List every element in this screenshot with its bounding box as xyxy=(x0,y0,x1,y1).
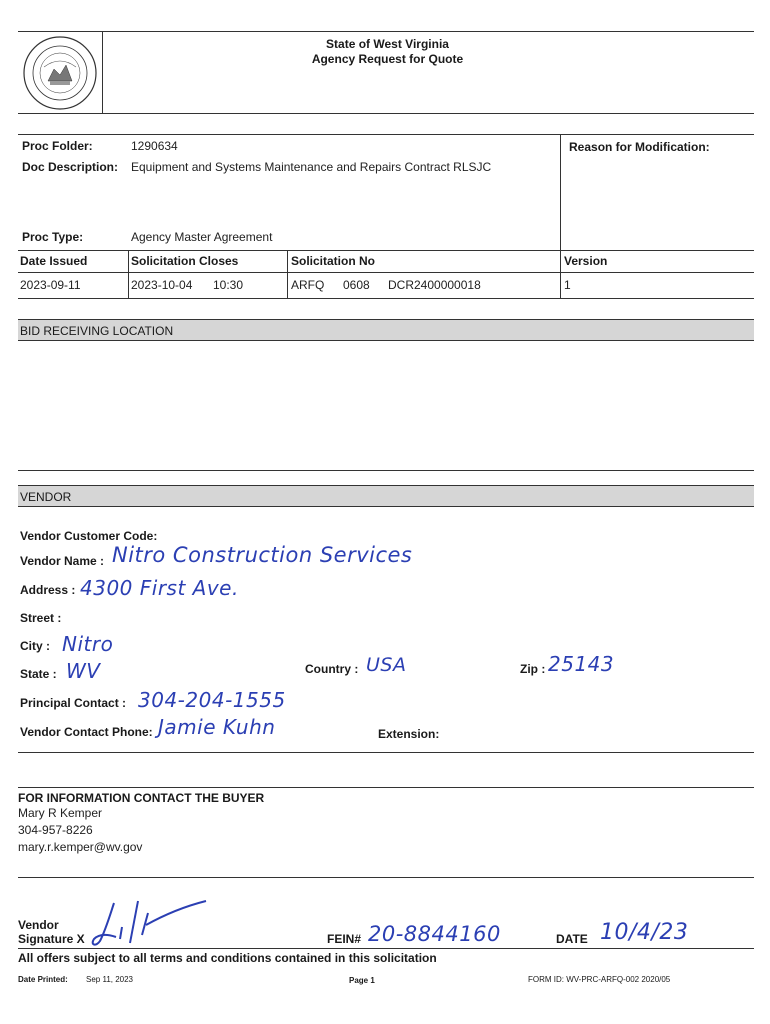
proc-type-label: Proc Type: xyxy=(22,230,84,244)
extension-label: Extension: xyxy=(378,727,440,741)
principal-contact-label: Principal Contact : xyxy=(20,696,127,710)
proc-folder-label: Proc Folder: xyxy=(22,139,93,153)
vendor-contact-phone-label: Vendor Contact Phone: xyxy=(20,725,153,739)
city-value: Nitro xyxy=(62,632,114,656)
vendor-section-label: VENDOR xyxy=(20,490,72,504)
handwritten-signature xyxy=(86,895,216,951)
header-solicitation-no: Solicitation No xyxy=(291,254,375,268)
signature-bottom-rule xyxy=(18,948,754,949)
principal-contact-value: 304-204-1555 xyxy=(138,688,286,712)
city-label: City : xyxy=(20,639,50,653)
form-id: FORM ID: WV-PRC-ARFQ-002 2020/05 xyxy=(528,975,671,984)
reason-label: Reason for Modification: xyxy=(569,140,710,154)
street-label: Street : xyxy=(20,611,62,625)
proc-type-value: Agency Master Agreement xyxy=(131,230,273,244)
header-divider xyxy=(102,31,103,114)
date-printed-label: Date Printed: xyxy=(18,975,68,984)
solicitation-prefix: ARFQ xyxy=(291,278,325,292)
address-label: Address : xyxy=(20,583,76,597)
fein-value: 20-8844160 xyxy=(368,922,501,946)
buyer-label: FOR INFORMATION CONTACT THE BUYER xyxy=(18,791,265,805)
header-version: Version xyxy=(564,254,608,268)
table-col-divider xyxy=(128,250,129,298)
page-subtitle: Agency Request for Quote xyxy=(311,52,464,66)
solicitation-number: DCR2400000018 xyxy=(388,278,481,292)
vendor-name-label: Vendor Name : xyxy=(20,554,105,568)
proc-top-rule xyxy=(18,134,754,135)
version-value: 1 xyxy=(564,278,571,292)
header-top-rule xyxy=(18,31,754,32)
vendor-label: Vendor xyxy=(18,918,59,932)
buyer-phone: 304-957-8226 xyxy=(18,823,93,837)
header-date-issued: Date Issued xyxy=(20,254,88,268)
proc-folder-value: 1290634 xyxy=(131,139,178,153)
date-value: 10/4/23 xyxy=(600,920,689,945)
solicitation-code: 0608 xyxy=(343,278,370,292)
buyer-name: Mary R Kemper xyxy=(18,806,103,820)
state-label: State : xyxy=(20,667,57,681)
doc-description-value: Equipment and Systems Maintenance and Repairs Contract RLSJC xyxy=(131,160,492,174)
state-value: WV xyxy=(66,659,101,683)
reason-divider xyxy=(560,134,561,298)
date-label: DATE xyxy=(556,932,588,946)
vendor-customer-code-label: Vendor Customer Code: xyxy=(20,529,158,543)
date-printed-value: Sep 11, 2023 xyxy=(86,975,134,984)
buyer-top-rule xyxy=(18,787,754,788)
vendor-contact-phone-value: Jamie Kuhn xyxy=(158,715,276,739)
header-bottom-rule xyxy=(18,113,754,114)
signature-label: Signature X xyxy=(18,932,85,946)
country-value: USA xyxy=(366,654,407,676)
doc-description-label: Doc Description: xyxy=(22,160,119,174)
bid-receiving-label: BID RECEIVING LOCATION xyxy=(20,324,174,338)
vendor-bottom-rule xyxy=(18,752,754,753)
fein-label: FEIN# xyxy=(327,932,362,946)
table-bottom-rule xyxy=(18,298,754,299)
country-label: Country : xyxy=(305,662,359,676)
state-seal xyxy=(22,35,98,111)
terms-notice: All offers subject to all terms and conditions contained in this solicitation xyxy=(18,951,437,965)
table-col-divider xyxy=(287,250,288,298)
closes-time-value: 10:30 xyxy=(213,278,244,292)
zip-label: Zip : xyxy=(520,662,546,676)
header-solicitation-closes: Solicitation Closes xyxy=(131,254,239,268)
zip-value: 25143 xyxy=(548,652,615,676)
date-issued-value: 2023-09-11 xyxy=(20,278,81,292)
address-value: 4300 First Ave. xyxy=(80,576,239,600)
page-title: State of West Virginia xyxy=(326,37,449,51)
closes-date-value: 2023-10-04 xyxy=(131,278,193,292)
page-number: Page 1 xyxy=(349,976,375,985)
vendor-name-value: Nitro Construction Services xyxy=(112,543,413,567)
bid-receiving-bottom-rule xyxy=(18,470,754,471)
signature-top-rule xyxy=(18,877,754,878)
vendor-band xyxy=(18,485,754,507)
buyer-email: mary.r.kemper@wv.gov xyxy=(18,840,143,854)
bid-receiving-band xyxy=(18,319,754,341)
